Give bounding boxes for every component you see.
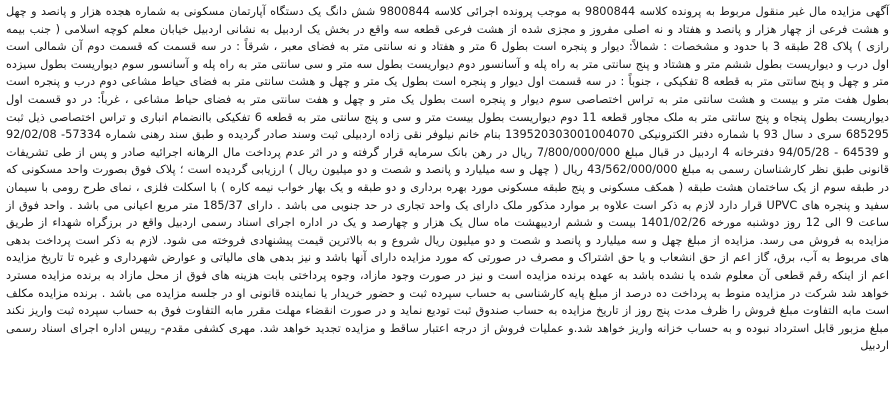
auction-notice-text: آگهی مزایده مال غیر منقول مربوط به پرونده کلاسه 9800844 به موجب پرونده اجرائی کلاسه 9800844 شش دانگ یک دستگاه آپارتمان مسکونی به شماره هجده هزار و پانصد و چهل و هشت فرعی از چهار هزار و پانصد و هفتاد و نه اصلی مفروز و مجزی شده از هشت فرعی قطعه سه واقع در بخش یک اردبیل به نشانی اردبیل خیابان معلم کوچه اسلامی ( جنب بیمه رازی ) پلاک 28 طبقه 3 با حدود و مشخصات : شمالاً: دیوار و پنجره است بطول 6 متر و هفتاد و نه سانتی متر به فضای معبر ، شرقاً : در سه قسمت که قسمت دوم آن شمالی است اول درب و دیواریست بطول ششم متر و هشتاد و پنج سانتی متر به راه پله و آسانسور دوم دیواریست بطول سه متر و سی سانتی متر به راه پله و آسانسور سوم دیواریست بطول سیزده متر و چهل و پنج سانتی متر به قطعه 8 تفکیکی ، جنوباً : در سه قسمت اول دیوار و پنجره است بطول یک متر و چهل و هشت سانتی متر به فضای حیاط مشاعی دوم درب و پنجره است بطول هفت متر و بیست و هشت سانتی متر به تراس اختصاصی سوم دیوار و پنجره است بطول یک متر و چهل و هفت سانتی متر به فضای حیاط مشاعی ، غرباً: در دو قسمت اول دیواریست بطول پنجاه و پنج سانتی متر به ملک مجاور قطعه 11 دوم دیواریست بطول بیست متر و سی و پنج سانتی متر به قطعه 6 تفکیکی باانضمام انباری و تراس اختصاصی ذیل ثبت 685295 سری د سال 93 با شماره دفتر الکترونیکی 139520303001004070 بنام خانم نیلوفر نقی زاده اردبیلی ثبت وسند صادر گردیده و طبق سند رهنی شماره 57334- 92/02/08 و 64539 - 94/05/28 دفترخانه 4 اردبیل در قبال مبلغ 7/800/000/000 ریال در رهن بانک سرمایه قرار گرفته و در اثر عدم پرداخت مال الرهانه اجرائیه صادر و پس از طی تشریفات قانونی طبق نظر کارشناسان رسمی به مبلغ 43/562/000/000 ریال ( چهل و سه میلیارد و پانصد و شصت و دو میلیون ریال ) ارزیابی گردیده است ؛ پلاک فوق بصورت واحد مسکونی که در طبقه سوم از یک ساختمان هشت طبقه ( همکف مسکونی و پنج طبقه مسکونی مورد بهره برداری و دو طبقه و یک بهار خواب نیمه کاره ) با اسکلت فلزی ، نمای طرح رومی با سیمان سفید و پنجره های UPVC قرار دارد لازم به ذکر است علاوه بر موارد مذکور ملک دارای یک واحد تجاری در حد جنوبی می باشد . دارای 185/37 متر مربع اعیانی می باشد . واحد فوق از ساعت 9 الی 12 روز دوشنبه مورخه 1401/02/26 بیست و ششم اردیبهشت ماه سال یک هزار و چهارصد و یک در اداره اجرای اسناد رسمی اردبیل واقع در برزگراه شهداء از طریق مزایده به فروش می رسد. مزایده از مبلغ چهل و سه میلیارد و پانصد و شصت و دو میلیون ریال شروع و به بالاترین قیمت پیشنهادی فروخته می شود. لازم به ذکر است پرداخت بدهی های مربوط به آب، برق، گاز اعم از حق انشعاب و یا حق اشتراک و مصرف در صورتی که مورد مزایده دارای آنها باشد و نیز بدهی های مالیاتی و عوارض شهرداری و غیره تا تاریخ مزایده اعم از اینکه رقم قطعی آن معلوم شده یا نشده باشد به عهده برنده مزایده است و نیز در صورت وجود مازاد، وجوه پرداختی بابت هزینه های فوق از محل مازاد به برنده مزایده مسترد خواهد شد شرکت در مزایده منوط به پرداخت ده درصد از مبلغ پایه کارشناسی به حساب سپرده ثبت و حضور خریدار یا نماینده قانونی او در جلسه مزایده می باشد . برنده مزایده مکلف است مابه التفاوت مبلغ فروش را ظرف مدت پنج روز از تاریخ مزایده به حساب صندوق ثبت تودیع نماید و در صورت انقضاء مهلت مقرر مابه التفاوت فوق به حساب سپرده ثبت واریز نکند مبلغ مزبور قابل استرداد نبوده و به حساب خزانه واریز خواهد شد.و عملیات فروش از درجه اعتبار ساقط و مزایده تجدید خواهد شد. مهری کشفی مقدم- رییس اداره اجرای اسناد رسمی اردبیل bbox=[6, 5, 889, 353]
